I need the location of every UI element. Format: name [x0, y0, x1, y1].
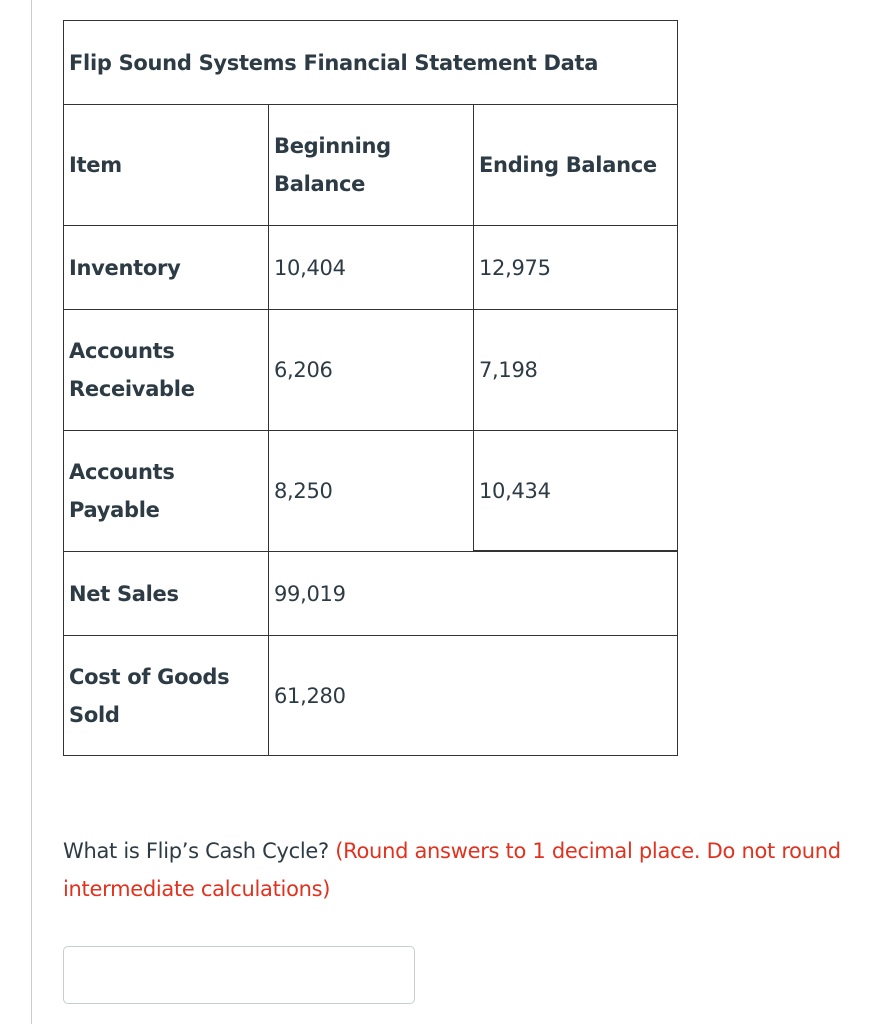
row-label-net-sales: Net Sales — [63, 551, 268, 635]
row-label-inventory: Inventory — [63, 225, 268, 309]
inventory-ending: 12,975 — [473, 225, 678, 309]
rounding-note: (Round answers to 1 decimal place. Do not round intermediate calculations) — [63, 839, 841, 901]
cost-of-goods-sold-value: 61,280 — [268, 635, 678, 756]
row-label-cost-of-goods-sold: Cost of Goods Sold — [63, 635, 268, 756]
left-divider — [31, 0, 32, 1024]
financial-data-table — [63, 20, 678, 756]
inventory-beginning: 10,404 — [268, 225, 473, 309]
accounts-payable-ending: 10,434 — [473, 430, 678, 551]
net-sales-value: 99,019 — [268, 551, 678, 635]
question-text: What is Flip’s Cash Cycle? — [63, 839, 329, 863]
accounts-receivable-beginning: 6,206 — [268, 309, 473, 430]
accounts-payable-beginning: 8,250 — [268, 430, 473, 551]
header-beginning-balance: Beginning Balance — [268, 104, 473, 225]
answer-input[interactable] — [63, 946, 415, 1004]
accounts-receivable-ending: 7,198 — [473, 309, 678, 430]
table-title: Flip Sound Systems Financial Statement Data — [63, 20, 678, 104]
header-item: Item — [63, 104, 268, 225]
question-prompt — [63, 832, 843, 908]
row-label-accounts-payable: Accounts Payable — [63, 430, 268, 551]
header-ending-balance: Ending Balance — [473, 104, 678, 225]
row-label-accounts-receivable: Accounts Receivable — [63, 309, 268, 430]
